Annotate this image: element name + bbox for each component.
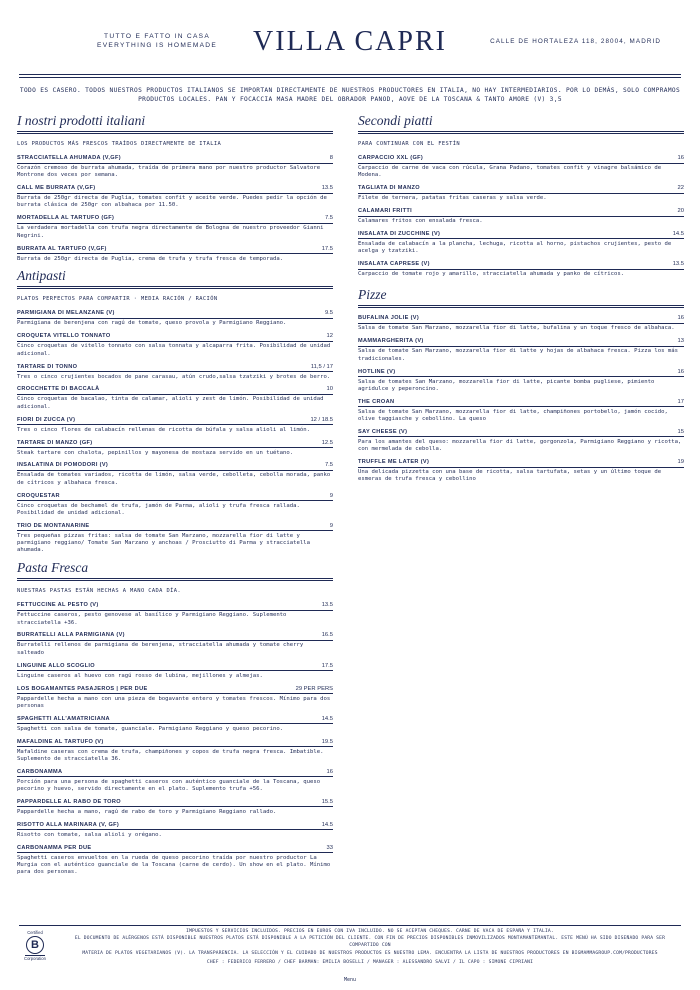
right-column [358, 112, 684, 488]
menu-item-description: Steak tartare con chalota, pepinillos y mayonesa de mostaza servido en un tuétano. [17, 449, 294, 456]
menu-item-description: Calamares fritos con ensalada fresca. [358, 218, 483, 225]
menu-item-bufalina-jolie-v [358, 314, 684, 332]
menu-item-header [17, 214, 333, 224]
menu-item-description: Burrata de 250gr directa de Puglia, crema de trufa y trufa fresca de temporada. [17, 255, 284, 262]
menu-item-price: 22 [677, 185, 684, 192]
menu-item-description: La verdadera mortadella con trufa negra directamente de Bologna de nuestro proveedor Gianni Negrini. [17, 225, 324, 239]
menu-item-name: CROCCHETTE DI BACCALÀ [17, 386, 100, 393]
menu-item-price: 15 [677, 428, 684, 435]
menu-item-price: 13 [677, 338, 684, 345]
section-title: Antipasti [17, 268, 66, 284]
menu-item-stracciatella-ahumada-v-gf [17, 154, 333, 180]
menu-item-price: 15.5 [321, 798, 333, 805]
menu-item-name: CARPACCIO XXL (GF) [358, 155, 424, 161]
menu-item-mortadella-al-tartufo-gf [17, 214, 333, 240]
menu-item-carpaccio-xxl-gf [358, 154, 684, 180]
footer-divider [19, 925, 681, 926]
menu-item-name: INSALATINA DI POMODORI (V) [17, 462, 109, 469]
menu-item-name: MORTADELLA AL TARTUFO (GF) [17, 215, 115, 222]
menu-item-price: 9 [329, 492, 333, 499]
menu-item-header [358, 314, 684, 324]
menu-item-truffle-me-later-v [358, 458, 684, 484]
menu-item-name: TAGLIATA DI MANZO [358, 185, 420, 192]
section-subtitle: NUESTRAS PASTAS ESTÁN HECHAS A MANO CADA DÍA. [17, 588, 182, 595]
menu-item-price: 12 [326, 333, 333, 340]
menu-item-description: Fettuccine caseros, pesto genovese al basílico y Parmigiano Reggiano. Suplemento stracciatella +36. [17, 612, 287, 626]
menu-item-description: Corazón cremoso de burrata ahumada, traída de primera mano por nuestro productor Salvatore Montrone dos veces por semana. [17, 165, 321, 179]
menu-item-name: BURRATELLI ALLA PARMIGIANA (V) [17, 632, 125, 639]
menu-item-tartare-di-manzo-gf [17, 439, 333, 457]
header-divider [19, 74, 681, 75]
menu-item-name: CALAMARI FRITTI [358, 208, 413, 215]
menu-item-price: 12 / 18.5 [310, 416, 333, 423]
menu-item-name: THE CROAN [358, 398, 395, 405]
menu-item-mammargherita-v [358, 337, 684, 363]
menu-item-price: 17.5 [321, 662, 333, 669]
menu-item-name: BUFALINA JOLIE (V) [358, 315, 420, 322]
menu-item-header [17, 685, 333, 695]
menu-item-croquestar [17, 492, 333, 518]
menu-item-carbonamma-per-due [17, 844, 333, 877]
menu-item-burrata-al-tartufo-v-gf [17, 245, 333, 263]
section-title: Pizze [358, 287, 387, 303]
menu-item-insalata-caprese-v [358, 260, 684, 278]
menu-item-insalata-di-zucchine-v [358, 230, 684, 256]
menu-item-name: MAFALDINE AL TARTUFO (V) [17, 738, 104, 745]
menu-item-name: BURRATA AL TARTUFO (V,GF) [17, 245, 107, 252]
menu-item-header [17, 461, 333, 471]
menu-item-header [17, 821, 333, 831]
menu-item-price: 14.5 [321, 715, 333, 722]
section-divider [17, 131, 333, 134]
menu-item-croqueta-vitello-tonnato [17, 332, 333, 358]
menu-item-header [358, 207, 684, 217]
section-subtitle: PARA CONTINUAR CON EL FESTÍN [358, 141, 461, 147]
menu-item-header [17, 768, 333, 778]
menu-item-header [17, 631, 333, 641]
menu-item-price: 16 [326, 768, 333, 775]
menu-item-name: INSALATA DI ZUCCHINE (V) [358, 230, 441, 237]
menu-item-fettuccine-al-pesto-v [17, 601, 333, 627]
page-label: Menu [343, 977, 357, 983]
menu-item-name: HOTLINE (V) [358, 368, 396, 375]
menu-item-header [17, 715, 333, 725]
restaurant-address: CALLE DE HORTALEZA 118, 28004, MADRID [490, 38, 661, 45]
menu-item-price: 14.5 [321, 821, 333, 828]
menu-section-antipasti [17, 267, 333, 554]
menu-item-name: CROQUETA VITELLO TONNATO [17, 333, 111, 340]
menu-item-header [17, 439, 333, 449]
menu-item-description: Filete de ternera, patatas fritas caseras y salsa verde. [358, 195, 547, 202]
menu-item-description: Ensalada de tomates variados, ricotta de limón, salsa verde, cebolleta, cebolla morada, panko de cítricos y albahaca fresca. [17, 472, 331, 486]
menu-section-pizze [358, 286, 684, 483]
menu-item-price: 17.5 [321, 245, 333, 252]
menu-item-description: Cinco croquetas de bechamel de trufa, jamón de Parma, alioli y trufa fresca rallada. Posibilidad de unidad adicional. [17, 502, 300, 516]
menu-item-header [17, 245, 333, 255]
menu-item-calamari-fritti [358, 207, 684, 225]
menu-item-description: Linguine caseros al huevo con ragú rosso de lubina, mejillones y almejas. [17, 672, 263, 679]
menu-item-price: 19.5 [321, 738, 333, 745]
menu-item-header [17, 738, 333, 748]
menu-item-name: TRUFFLE ME LATER (V) [358, 459, 430, 466]
menu-item-description: Porción para una persona de spaghetti caseros con auténtico guanciale de la Toscana, queso pecorino y huevo, servido directamente en el plato. Suplemento trufa +56. [17, 778, 321, 793]
menu-item-description: Salsa de tomate San Marzano, mozzarella fior di latte y hojas de albahaca fresca. Pizza los más tradicionales. [358, 348, 678, 362]
menu-item-fiori-di-zucca-v [17, 416, 333, 434]
menu-item-price: 13.5 [321, 185, 333, 192]
menu-item-description: Salsa de tomate San Marzano, mozzarella fior di latte, bufalina y un toque fresco de albahaca. [358, 325, 675, 332]
menu-item-header [358, 337, 684, 347]
menu-item-description: Pappardelle hecha a mano, ragú de rabo de toro y Parmigiano Reggiano rallado. [17, 808, 277, 815]
menu-item-description: Carpaccio de tomate rojo y amarillo, stracciatella ahumada y panko de cítricos. [358, 271, 625, 278]
menu-item-name: MAMMARGHERITA (V) [358, 338, 424, 345]
menu-item-description: Cinco croquetas de bacalao, tinta de calamar, alioli y zest de limón. Posibilidad de unidad adicional. [17, 396, 324, 410]
menu-item-parmigiana-di-melanzane-v [17, 309, 333, 327]
menu-item-burratelli-alla-parmigiana-v [17, 631, 333, 657]
menu-item-name: RISOTTO ALLA MARINARA (V, GF) [17, 821, 120, 828]
menu-item-description: Cinco croquetas de vitello tonnato con salsa tonnata y alcaparra frita. Posibilidad de unidad adicional. [17, 343, 331, 357]
menu-item-call-me-burrata-v-gf [17, 184, 333, 210]
menu-item-header [17, 416, 333, 426]
menu-item-trio-de-montanarine [17, 522, 333, 555]
left-column [17, 112, 333, 881]
menu-item-header [358, 184, 684, 194]
menu-item-description: Para los amantes del queso: mozzarella fior di latte, gorgonzola, Parmigiano Reggiano y ricotta, con mermelada de cebolla. [358, 438, 682, 453]
menu-item-name: FETTUCCINE AL PESTO (V) [17, 602, 99, 609]
menu-item-description: Spaghetti caseros envueltos en la rueda de queso pecorino traída por nuestro productor La Murgia con el auténtico guanciale de la Toscana (carne de cerdo). Un show en el plato. Mínimo para dos personas. [17, 854, 331, 876]
menu-item-description: Tres pequeñas pizzas fritas: salsa de tomate San Marzano, mozzarella fior di latte y parmigiano reggiano/ Tomate San Marzano y anchoas / Prosciutto di Parma y stracciatella ahumada. [17, 532, 310, 554]
menu-item-name: TRIO DE MONTANARINE [17, 522, 90, 529]
menu-item-name: PARMIGIANA DI MELANZANE (V) [17, 310, 115, 317]
menu-item-description: Ensalada de calabacín a la plancha, lechuga, ricotta al horno, pistachos crujientes, pesto de acelga y tzatziki. [358, 240, 672, 255]
menu-section-secondi-piatti [358, 112, 684, 278]
menu-item-name: TARTARE DI MANZO (GF) [17, 439, 93, 446]
menu-item-name: CROQUESTAR [17, 492, 60, 499]
menu-item-price: 29 PER PERS [295, 685, 333, 692]
menu-item-price: 8 [329, 155, 333, 161]
menu-item-price: 20 [677, 208, 684, 215]
menu-item-price: 33 [326, 844, 333, 851]
menu-item-header [17, 363, 333, 373]
menu-item-header [358, 260, 684, 270]
menu-item-description: Burrata de 250gr directa de Puglia, tomates confit y aceite verde. Puedes pedir la opción de burrata clásica de 250gr con albahaca por 11.50. [17, 195, 327, 209]
menu-item-header [17, 309, 333, 319]
menu-section-i-nostri-prodotti-italiani [17, 112, 333, 263]
b-corp-badge [22, 930, 48, 961]
menu-item-header [17, 184, 333, 194]
menu-item-header [17, 332, 333, 342]
menu-item-name: TARTARE DI TONNO [17, 363, 78, 370]
menu-item-header [17, 385, 333, 395]
section-title: I nostri prodotti italiani [17, 113, 146, 128]
menu-item-price: 10 [326, 386, 333, 393]
section-title: Secondi piatti [358, 113, 433, 128]
menu-item-price: 16 [677, 155, 684, 161]
menu-item-description: Tres o cinco flores de calabacín rellenas de ricotta de búfala y salsa alioli al limón. [17, 426, 310, 433]
menu-item-price: 17 [677, 398, 684, 405]
menu-item-tartare-di-tonno [17, 363, 333, 381]
menu-item-price: 13.5 [672, 261, 684, 268]
b-corp-certified: Certified [27, 930, 43, 935]
menu-item-header [358, 458, 684, 468]
section-divider [17, 286, 333, 289]
menu-item-price: 7.5 [324, 215, 333, 222]
menu-item-description: Parmigiana de berenjena con ragú de tomate, queso provola y Parmigiano Reggiano. [17, 320, 287, 327]
menu-item-price: 12.5 [321, 439, 333, 446]
section-divider [17, 578, 333, 581]
menu-item-crocchette-di-baccala [17, 385, 333, 411]
menu-item-price: 19 [677, 459, 684, 466]
menu-item-header [358, 230, 684, 240]
footer-line-allergens: EL DOCUMENTO DE ALÉRGENOS ESTÁ DISPONIBLE NUESTROS PLATOS ESTÁ DISPONIBLE A LA PETICIÓN DEL CLIENTE. CON FIN DE PRECIOS DISPONIBLES INMOVILIZADOS MONTAMANTEMANTAL. ESTE MENÚ HA SIDO DISEÑADO PARA SER COMPARTIDO CON [74, 936, 666, 949]
menu-item-say-cheese-v [358, 428, 684, 454]
footer-line-staff: CHEF : FEDERICO FERRERO / CHEF BARMAN: EMILIA BOSELLI / MANAGER : ALESSANDRO SALVI / IL CAPO : SIMONE CIPRIANI [206, 959, 534, 965]
menu-item-description: Pappardelle hecha a mano con una pieza de bogavante entero y tomates frescos. Mínimo para dos personas [17, 695, 331, 709]
footer-line-producers: MATERIA DE PLATOS VEGETARIANOS (V). LA TRANSPARENCIA. LA SELECCIÓN Y EL CUIDADO DE NUESTROS PRODUCTOS ES NUESTRO LEMA. ENCUENTRA LA LISTA DE NUESTROS PRODUCTORES EN BIGMAMMAGROUP.COM/PRODUCTORES [82, 950, 658, 956]
menu-item-description: Spaghetti con salsa de tomate, guanciale. Parmigiano Reggiano y queso pecorino. [17, 725, 284, 732]
menu-item-price: 16 [677, 315, 684, 322]
menu-item-price: 14.5 [672, 230, 684, 237]
menu-item-header [17, 798, 333, 808]
intro-text: TODO ES CASERO. TODOS NUESTROS PRODUCTOS ITALIANOS SE IMPORTAN DIRECTAMENTE DE NUESTROS PRODUCTORES EN ITALIA, NO HAY INTERMEDIARIOS. POR LO DEMÁS, SOLO COMPRAMOS PRODUCTOS LOCALES. PAN Y FOCACCIA MASA MADRE DEL OBRADOR PANOD, AOVE DE LA TOSCANA & TANTO AMORE (V) 3,5 [19, 87, 681, 103]
menu-item-hotline-v [358, 368, 684, 394]
menu-item-name: FIORI DI ZUCCA (V) [17, 416, 76, 423]
menu-item-price: 11,5 / 17 [310, 363, 333, 370]
tagline-italian: TUTTO E FATTO IN CASA [104, 33, 211, 40]
menu-item-carbonamma [17, 768, 333, 794]
menu-item-price: 9.5 [324, 310, 333, 317]
menu-item-header [358, 398, 684, 408]
menu-item-header [358, 428, 684, 438]
menu-item-name: LOS BOGAMANTES PASAJEROS | PER DUE [17, 685, 148, 692]
menu-item-name: PAPPARDELLE AL RABO DE TORO [17, 798, 121, 805]
menu-item-tagliata-di-manzo [358, 184, 684, 202]
menu-item-description: Una delicada pizzetta con una base de ricotta, salsa tartufata, setas y un último toque de esmeras de trufa fresca y cebollino [358, 469, 662, 483]
tagline-english: EVERYTHING IS HOMEMADE [97, 42, 218, 49]
menu-item-los-bogamantes-pasajeros-per-due [17, 685, 333, 711]
menu-item-insalatina-di-pomodori-v [17, 461, 333, 487]
menu-item-price: 16 [677, 368, 684, 375]
menu-item-price: 13.5 [321, 602, 333, 609]
restaurant-title: VILLA CAPRI [253, 26, 447, 57]
footer-notes [60, 928, 680, 966]
menu-item-header [17, 601, 333, 611]
menu-item-price: 7.5 [324, 462, 333, 469]
section-title: Pasta Fresca [17, 560, 89, 576]
menu-item-header [358, 368, 684, 378]
menu-item-linguine-allo-scoglio [17, 662, 333, 680]
menu-item-name: SPAGHETTI ALL'AMATRICIANA [17, 715, 110, 722]
menu-item-name: STRACCIATELLA AHUMADA (V,GF) [17, 155, 121, 161]
menu-item-name: SAY CHEESE (V) [358, 428, 408, 435]
menu-item-description: Risotto con tomate, salsa alioli y orégano. [17, 831, 162, 838]
b-corp-logo-icon: B [26, 936, 44, 954]
menu-item-name: CALL ME BURRATA (V,GF) [17, 185, 96, 192]
section-subtitle: LOS PRODUCTOS MÁS FRESCOS TRAÍDOS DIRECTAMENTE DE ITALIA [17, 141, 222, 147]
menu-item-description: Salsa de tomate San Marzano, mozzarella fior di latte, champiñones portobello, jamón cocido, olive taggiasche y cebollino. La queso [358, 408, 668, 423]
menu-item-price: 9 [329, 522, 333, 529]
menu-item-header [17, 154, 333, 164]
menu-item-header [17, 522, 333, 532]
menu-item-header [358, 154, 684, 164]
menu-item-mafaldine-al-tartufo-v [17, 738, 333, 764]
menu-item-name: LINGUINE ALLO SCOGLIO [17, 662, 95, 669]
menu-item-name: INSALATA CAPRESE (V) [358, 261, 430, 268]
menu-item-header [17, 844, 333, 854]
section-divider [358, 131, 684, 134]
menu-item-name: CARBONAMMA [17, 768, 63, 775]
footer-line-taxes: IMPUESTOS Y SERVICIOS INCLUIDOS. PRECIOS EN EUROS CON IVA INCLUIDO. NO SE ACEPTAN CHEQUES. CARNE DE VACA DE ESPAÑA Y ITALIA. [186, 929, 554, 934]
menu-item-description: Tres o cinco crujientes bocados de pane carasau, atún crudo,salsa tzatziki y brotes de berro. [17, 373, 331, 380]
menu-item-spaghetti-all-amatriciana [17, 715, 333, 733]
menu-item-description: Carpaccio de carne de vaca con rúcula, Grana Padano, tomates confit y vinagre balsámico de Modena. [358, 165, 662, 179]
menu-section-pasta-fresca [17, 559, 333, 876]
menu-item-description: Burratelli rellenos de parmigiana de berenjena, stracciatella ahumada y tomate cherry salteado [17, 642, 304, 656]
b-corp-corporation: Corporation [24, 956, 46, 961]
menu-item-risotto-alla-marinara-v-gf [17, 821, 333, 839]
menu-item-description: Mafaldine caseras con crema de trufa, champiñones y copos de trufa negra fresca. Imbatible. Suplemento de stracciatella 36. [17, 748, 324, 762]
menu-item-pappardelle-al-rabo-de-toro [17, 798, 333, 816]
menu-item-price: 16.5 [321, 632, 333, 639]
menu-item-the-croan [358, 398, 684, 424]
section-divider [358, 305, 684, 308]
menu-item-description: Salsa de tomates San Marzano, mozzarella fior di latte, picante bomba pugliese, pimiento agridulce y peperoncino. [358, 378, 655, 392]
section-subtitle: PLATOS PERFECTOS PARA COMPARTIR · MEDIA RACIÓN / RACIÓN [17, 296, 218, 303]
menu-item-header [17, 662, 333, 672]
menu-item-name: CARBONAMMA PER DUE [17, 844, 92, 851]
menu-item-header [17, 492, 333, 502]
